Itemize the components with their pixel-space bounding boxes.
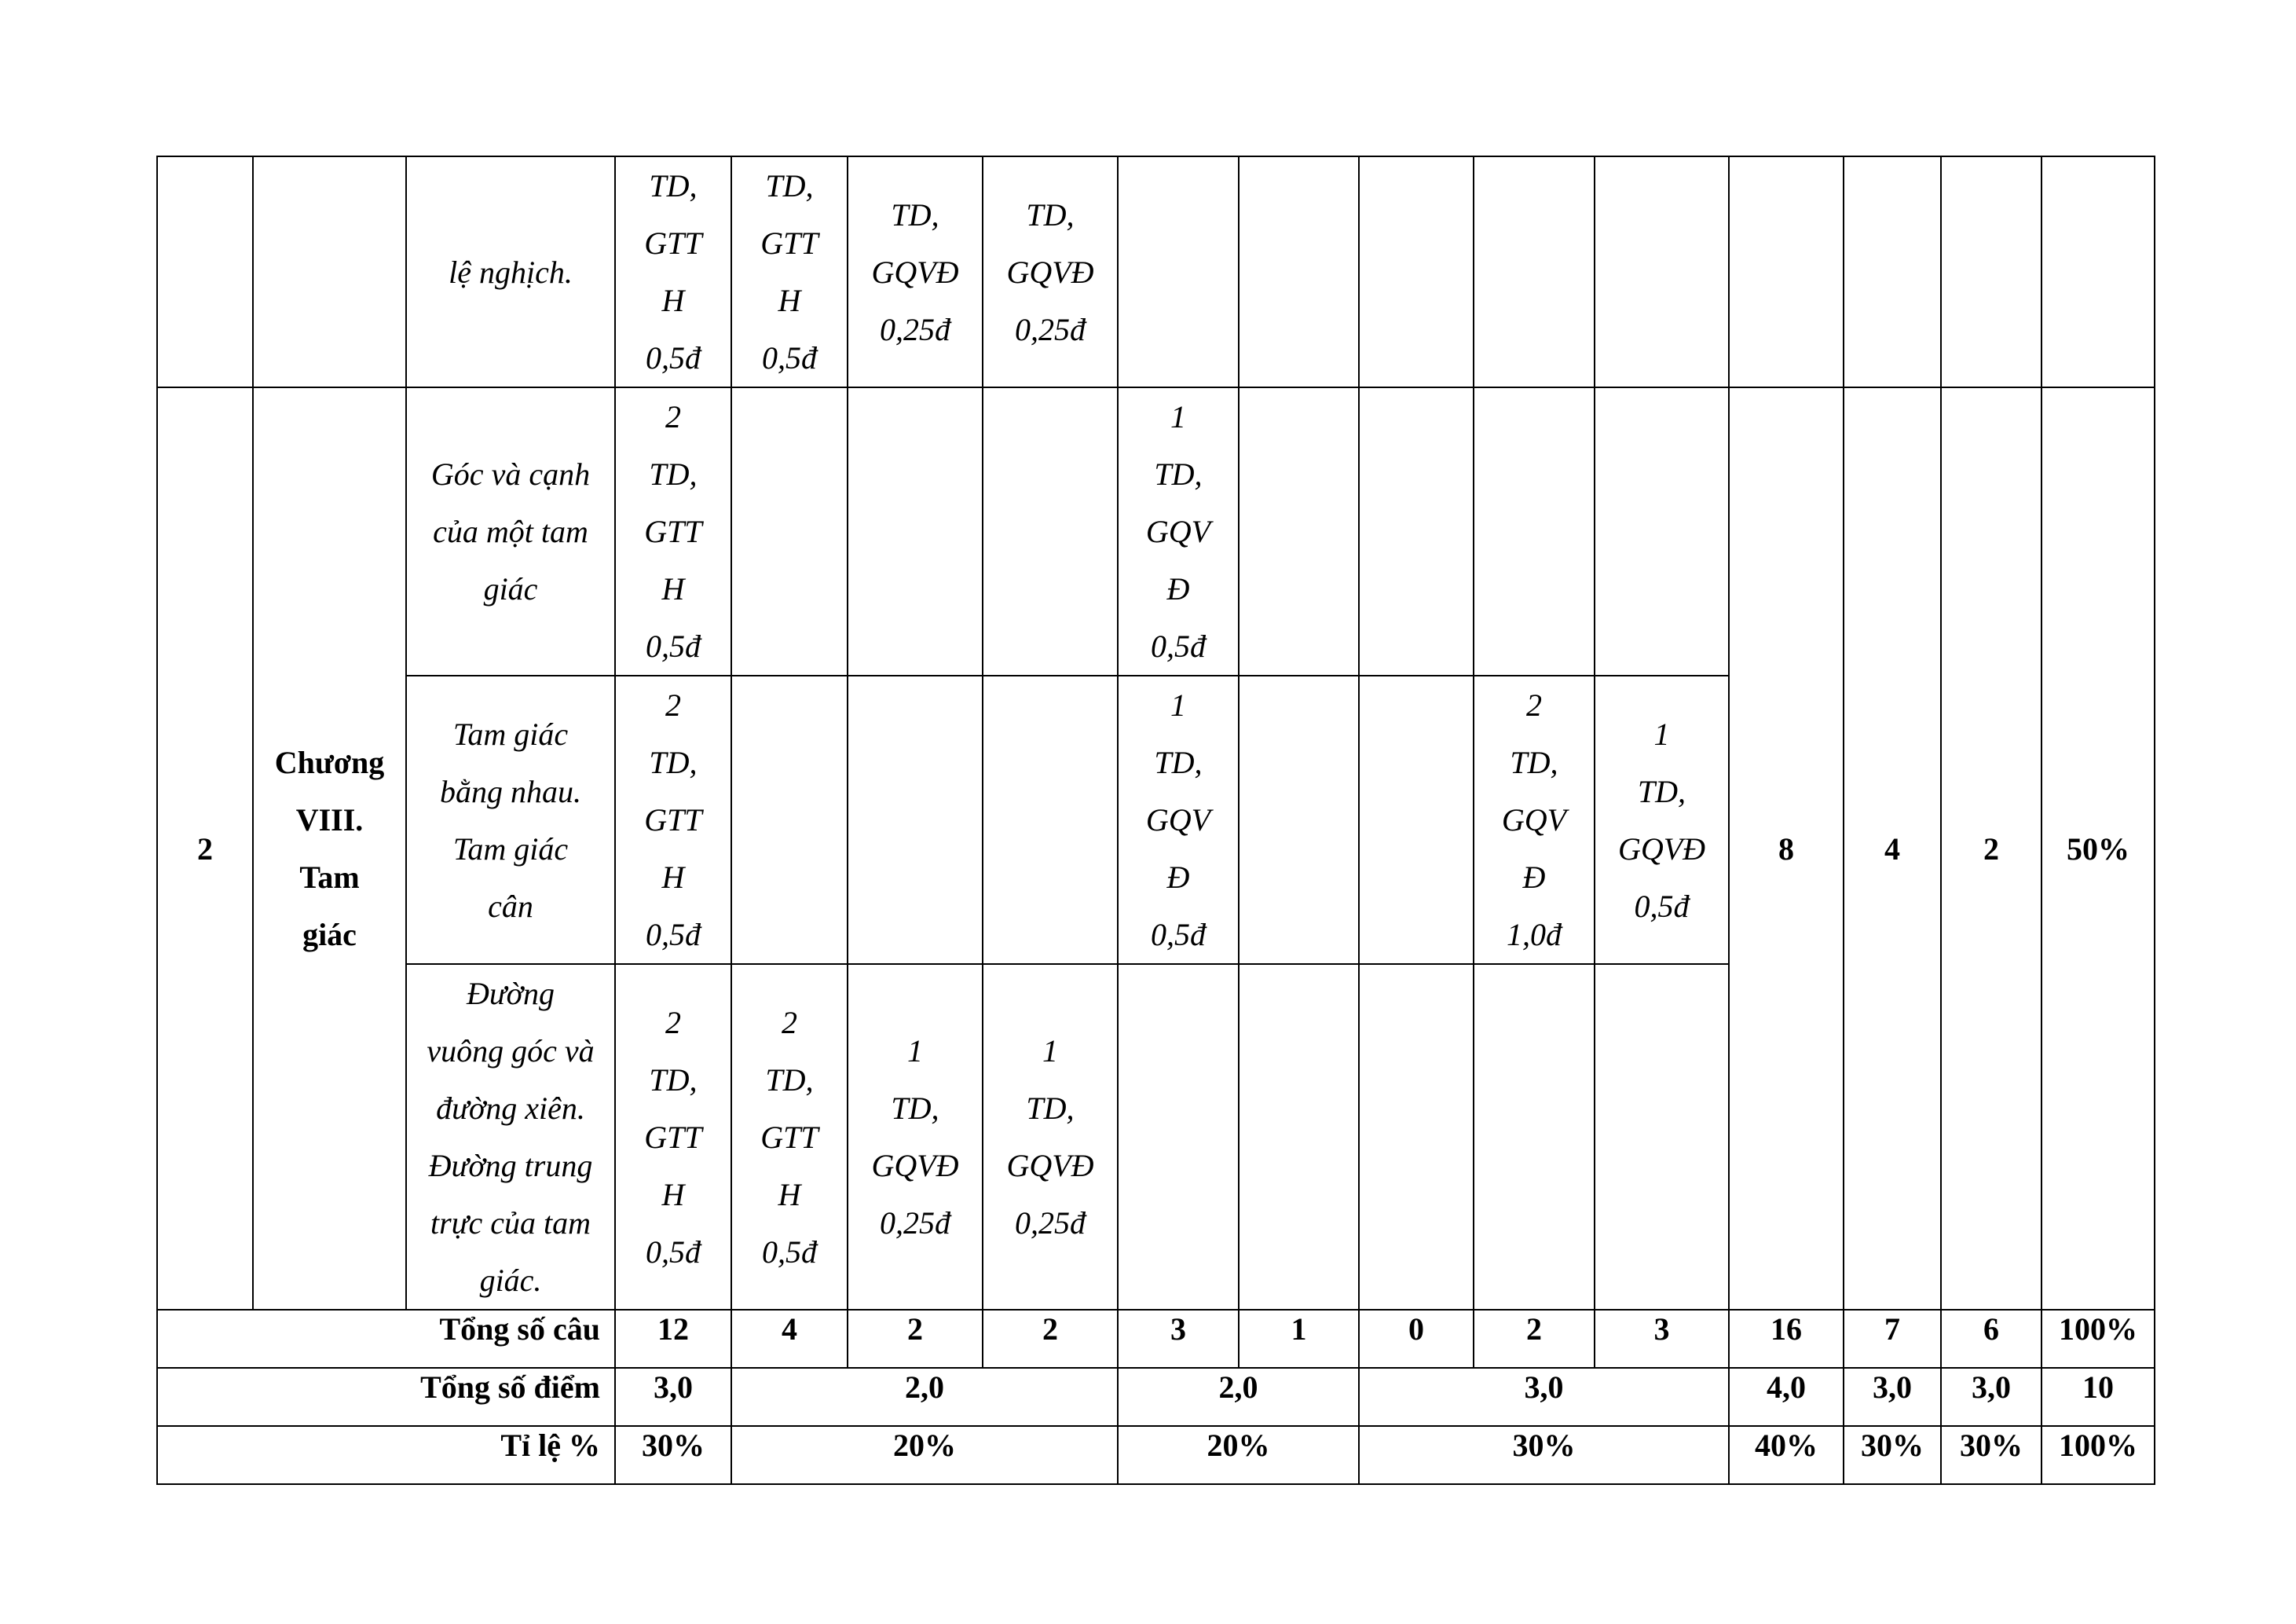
cell-empty [2041,156,2155,387]
cell-empty [1239,964,1359,1310]
total-points-label: Tổng số điểm [157,1368,615,1426]
cell-empty [1474,964,1595,1310]
cell-empty [1359,156,1474,387]
ratio-cell: 40% [1729,1426,1844,1484]
topic-cell: Đường vuông góc và đường xiên. Đường trung trực của tam giác. [406,964,615,1310]
cell-empty [253,156,406,387]
cell-empty [1239,676,1359,964]
total-cell: 12 [615,1310,731,1368]
total-questions-label: Tổng số câu [157,1310,615,1368]
topic-cell: Góc và cạnh của một tam giác [406,387,615,676]
cell-empty [1359,387,1474,676]
total-points-row [157,1368,2155,1426]
chapter-name: Chương VIII. Tam giác [253,387,406,1310]
total-cell: 1 [1239,1310,1359,1368]
ratio-cell: 30% [1941,1426,2041,1484]
points-cell: 2,0 [731,1368,1118,1426]
cell-empty [1595,964,1729,1310]
chapter-number: 2 [157,387,253,1310]
level-cell: 2 TD, GTT H 0,5đ [615,387,731,676]
total-cell: 3 [1118,1310,1239,1368]
cell-empty [1239,387,1359,676]
cell-empty [848,387,983,676]
cell-empty [1595,156,1729,387]
total-cell: 2 [1474,1310,1595,1368]
ratio-cell: 30% [615,1426,731,1484]
total-cell: 16 [1729,1310,1844,1368]
points-cell: 3,0 [1844,1368,1941,1426]
level-cell: TD, GTT H 0,5đ [615,156,731,387]
cell-empty [1239,156,1359,387]
ratio-cell: 20% [1118,1426,1359,1484]
total-cell: 2 [848,1310,983,1368]
chapter-total-cell: 4 [1844,387,1941,1310]
chapter-total-cell: 8 [1729,387,1844,1310]
total-questions-row [157,1310,2155,1368]
cell-empty [1595,387,1729,676]
points-cell: 3,0 [615,1368,731,1426]
cell-empty [983,676,1118,964]
cell-empty [1118,964,1239,1310]
cell-empty [1474,156,1595,387]
ratio-cell: 30% [1359,1426,1729,1484]
total-cell: 0 [1359,1310,1474,1368]
level-cell: TD, GQVĐ 0,25đ [848,156,983,387]
level-cell: 1 TD, GQVĐ 0,25đ [848,964,983,1310]
level-cell: 2 TD, GTT H 0,5đ [615,964,731,1310]
cell-empty [1941,156,2041,387]
ratio-cell: 30% [1844,1426,1941,1484]
level-cell: 2 TD, GTT H 0,5đ [731,964,848,1310]
level-cell: 1 TD, GQVĐ 0,5đ [1595,676,1729,964]
points-cell: 3,0 [1359,1368,1729,1426]
level-cell: 2 TD, GTT H 0,5đ [615,676,731,964]
ratio-label: Tỉ lệ % [157,1426,615,1484]
cell-empty [731,387,848,676]
points-cell: 3,0 [1941,1368,2041,1426]
total-cell: 100% [2041,1310,2155,1368]
ratio-cell: 20% [731,1426,1118,1484]
level-cell: 1 TD, GQVĐ 0,25đ [983,964,1118,1310]
table-row-continued [157,156,2155,387]
cell-empty [848,676,983,964]
topic-cell: lệ nghịch. [406,156,615,387]
total-cell: 2 [983,1310,1118,1368]
points-cell: 2,0 [1118,1368,1359,1426]
table-row [157,387,2155,676]
cell-empty [1359,676,1474,964]
chapter-total-cell: 2 [1941,387,2041,1310]
level-cell: 1 TD, GQV Đ 0,5đ [1118,387,1239,676]
points-cell: 4,0 [1729,1368,1844,1426]
ratio-cell: 100% [2041,1426,2155,1484]
cell-empty [1474,387,1595,676]
level-cell: TD, GQVĐ 0,25đ [983,156,1118,387]
total-cell: 6 [1941,1310,2041,1368]
cell-empty [1359,964,1474,1310]
cell-empty [1118,156,1239,387]
points-cell: 10 [2041,1368,2155,1426]
cell-empty [983,387,1118,676]
level-cell: 2 TD, GQV Đ 1,0đ [1474,676,1595,964]
cell-empty [1729,156,1844,387]
cell-empty [1844,156,1941,387]
ratio-row [157,1426,2155,1484]
cell-empty [731,676,848,964]
topic-cell: Tam giác bằng nhau. Tam giác cân [406,676,615,964]
total-cell: 4 [731,1310,848,1368]
level-cell: TD, GTT H 0,5đ [731,156,848,387]
total-cell: 3 [1595,1310,1729,1368]
level-cell: 1 TD, GQV Đ 0,5đ [1118,676,1239,964]
cell-empty [157,156,253,387]
chapter-percent-cell: 50% [2041,387,2155,1310]
assessment-matrix-table [156,156,2155,1485]
total-cell: 7 [1844,1310,1941,1368]
